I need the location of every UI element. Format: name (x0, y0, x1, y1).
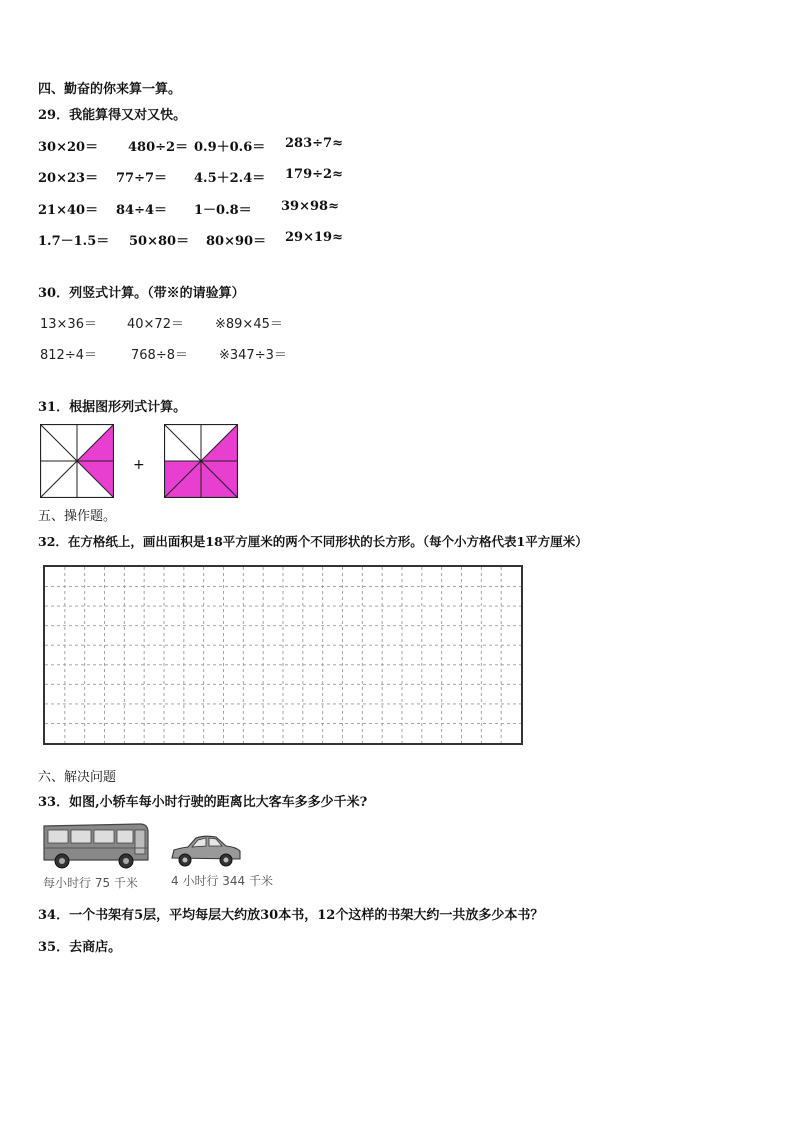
q35-title: 35．去商店。 (38, 940, 122, 955)
bus-caption: 每小时行 75 千米 (43, 876, 138, 890)
expression: ※347÷3＝ (219, 348, 287, 363)
expression: 1.7－1.5＝ (38, 234, 110, 249)
section-heading-4: 四、勤奋的你来算一算。 (38, 82, 182, 97)
expression: 29×19≈ (285, 230, 343, 245)
q34-title: 34．一个书架有5层，平均每层大约放30本书，12个这样的书架大约一共放多少本书？ (38, 908, 544, 923)
expression: ※89×45＝ (215, 317, 283, 332)
expression: 1－0.8＝ (194, 203, 252, 218)
expression: 84÷4＝ (116, 203, 168, 218)
expression: 4.5＋2.4＝ (194, 171, 266, 186)
expression: 77÷7＝ (116, 171, 168, 186)
expression: 30×20＝ (38, 140, 99, 155)
fraction-square-2 (164, 424, 238, 498)
expression: 39×98≈ (281, 199, 339, 214)
section-heading-5: 五、操作题。 (38, 509, 117, 524)
car-illustration (170, 832, 242, 870)
section-heading-6: 六、解决问题 (38, 770, 117, 785)
q33-title: 33．如图,小轿车每小时行驶的距离比大客车多多少千米? (38, 795, 368, 810)
expression: 50×80＝ (129, 234, 190, 249)
expression: 179÷2≈ (285, 167, 343, 182)
expression: 283÷7≈ (285, 136, 343, 151)
grid-lines (45, 567, 521, 743)
expression: 0.9＋0.6＝ (194, 140, 266, 155)
q32-title: 32．在方格纸上，画出面积是18平方厘米的两个不同形状的长方形。（每个小方格代表1平方厘米） (38, 534, 588, 549)
expression: 80×90＝ (206, 234, 267, 249)
q31-title: 31．根据图形列式计算。 (38, 400, 187, 415)
car-caption: 4 小时行 344 千米 (171, 874, 273, 888)
expression: 768÷8＝ (131, 348, 188, 363)
square-grid-paper[interactable] (43, 565, 523, 745)
expression: 40×72＝ (127, 317, 184, 332)
fraction-square-1 (40, 424, 114, 498)
bus-illustration (40, 818, 152, 872)
expression: 812÷4＝ (40, 348, 97, 363)
q29-title: 29．我能算得又对又快。 (38, 108, 187, 123)
q30-title: 30．列竖式计算。（带※的请验算） (38, 286, 245, 301)
expression: 20×23＝ (38, 171, 99, 186)
plus-sign: + (133, 457, 145, 473)
expression: 13×36＝ (40, 317, 97, 332)
expression: 21×40＝ (38, 203, 99, 218)
expression: 480÷2＝ (128, 140, 189, 155)
